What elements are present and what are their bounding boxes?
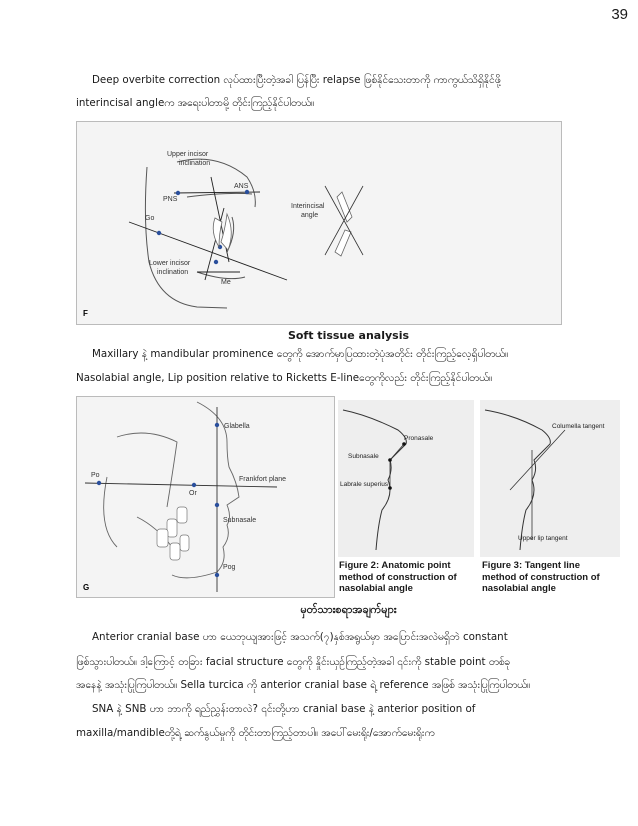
label-glabella: Glabella xyxy=(224,423,250,430)
label-lower-incisor-2: inclination xyxy=(157,269,189,276)
notes-p1-line-1: Anterior cranial base ဟာ ယေဘုယျအားဖြင့် အသက်(၇)နှစ်အရွယ်မှာ အပြောင်းအလဲမရှိဘဲ constant xyxy=(92,631,508,643)
label-go: Go xyxy=(145,215,155,222)
label-pronasale: Pronasale xyxy=(404,435,434,442)
notes-p1-line-2: ဖြစ်သွားပါတယ်။ ဒါ့ကြောင့် တခြား facial structure တွေကို နှိုင်းယှဉ်ကြည့်တဲ့အခါ ၎င်းကို stable point တစ်ခု xyxy=(76,656,511,668)
label-or: Or xyxy=(189,490,197,497)
label-fig2-subnasale: Subnasale xyxy=(348,453,379,460)
soft-tissue-line-1: Maxillary နဲ့ mandibular prominence တွေကို အောက်မှာပြထားတဲ့ပုံအတိုင်း တိုင်းကြည့်လေ့ရှိပါတယ်။ xyxy=(92,348,509,360)
figure-3-caption-line-3: nasolabial angle xyxy=(482,583,556,594)
label-me: Me xyxy=(221,279,231,286)
label-upper-incisor-2: inclination xyxy=(179,160,211,167)
label-upper-lip-tangent: Upper lip tangent xyxy=(518,535,568,542)
figure-f-cephalometric-tracing xyxy=(76,121,562,325)
figure-2-photo xyxy=(338,400,474,557)
figure-g-soft-tissue-tracing xyxy=(76,396,335,598)
figure-2-caption-line-1: Figure 2: Anatomic point xyxy=(339,560,451,571)
intro-line-2: interincisal angleက အရေးပါတာမို့ တိုင်းကြည့်နိုင်ပါတယ်။ xyxy=(76,97,315,109)
label-labrale-superius: Labrale superius xyxy=(340,481,389,488)
soft-tissue-line-2: Nasolabial angle, Lip position relative to Ricketts E-lineတွေကိုလည်း တိုင်းကြည့်နိုင်ပါတယ်။ xyxy=(76,372,493,384)
figure-3-caption xyxy=(482,560,622,595)
figure-2-caption-line-2: method of construction of xyxy=(339,571,457,583)
figure-g-letter: G xyxy=(83,583,90,592)
label-ans: ANS xyxy=(234,183,249,190)
label-columella-tangent: Columella tangent xyxy=(552,423,605,430)
label-pog: Pog xyxy=(223,564,236,571)
label-upper-incisor-1: Upper incisor xyxy=(167,151,209,158)
notes-p2-line-1: SNA နဲ့ SNB ဟာ ဘာကို ရည်ညွှန်းတာလဲ? ၎င်းတို့ဟာ cranial base နဲ့ anterior position of xyxy=(92,703,476,715)
label-interincisal-1: Interincisal xyxy=(291,203,325,210)
label-po: Po xyxy=(91,472,100,479)
notes-p2-line-2: maxilla/mandibleတို့ရဲ့ ဆက်နွယ်မှုကို တိုင်းတာကြည့်တာပါ။ အပေါ်မေးရိုး/အောက်မေးရိုးက xyxy=(76,727,435,739)
figure-3-photo xyxy=(480,400,620,557)
intro-line-1: Deep overbite correction လုပ်ထားပြီးတဲ့အခါ ပြန်ပြီး relapse ဖြစ်နိုင်သေးတာကို ကာကွယ်သိရှိနိုင်ဖို့ xyxy=(92,74,501,86)
label-frankfort-plane: Frankfort plane xyxy=(239,476,287,483)
label-subnasale: Subnasale xyxy=(223,517,257,524)
notes-heading: မှတ်သားစရာအချက်များ xyxy=(300,603,397,616)
figure-3-caption-line-2: method of construction of xyxy=(482,571,600,583)
label-pns: PNS xyxy=(163,196,178,203)
figure-2-caption xyxy=(339,560,479,595)
page-number: 39 xyxy=(611,6,628,23)
figure-f-letter: F xyxy=(83,309,88,318)
notes-p1-line-3: အနေနဲ့ အသုံးပြုကြပါတယ်။ Sella turcica ကို anterior cranial base ရဲ့ reference အဖြစ် အသုံးပြုကြပါတယ်။ xyxy=(76,679,531,691)
figure-3-caption-line-1: Figure 3: Tangent line xyxy=(482,560,580,571)
figure-2-caption-line-3: nasolabial angle xyxy=(339,583,413,594)
soft-tissue-heading: Soft tissue analysis xyxy=(287,329,410,342)
label-interincisal-2: angle xyxy=(301,212,319,219)
label-lower-incisor-1: Lower incisor xyxy=(149,260,191,267)
